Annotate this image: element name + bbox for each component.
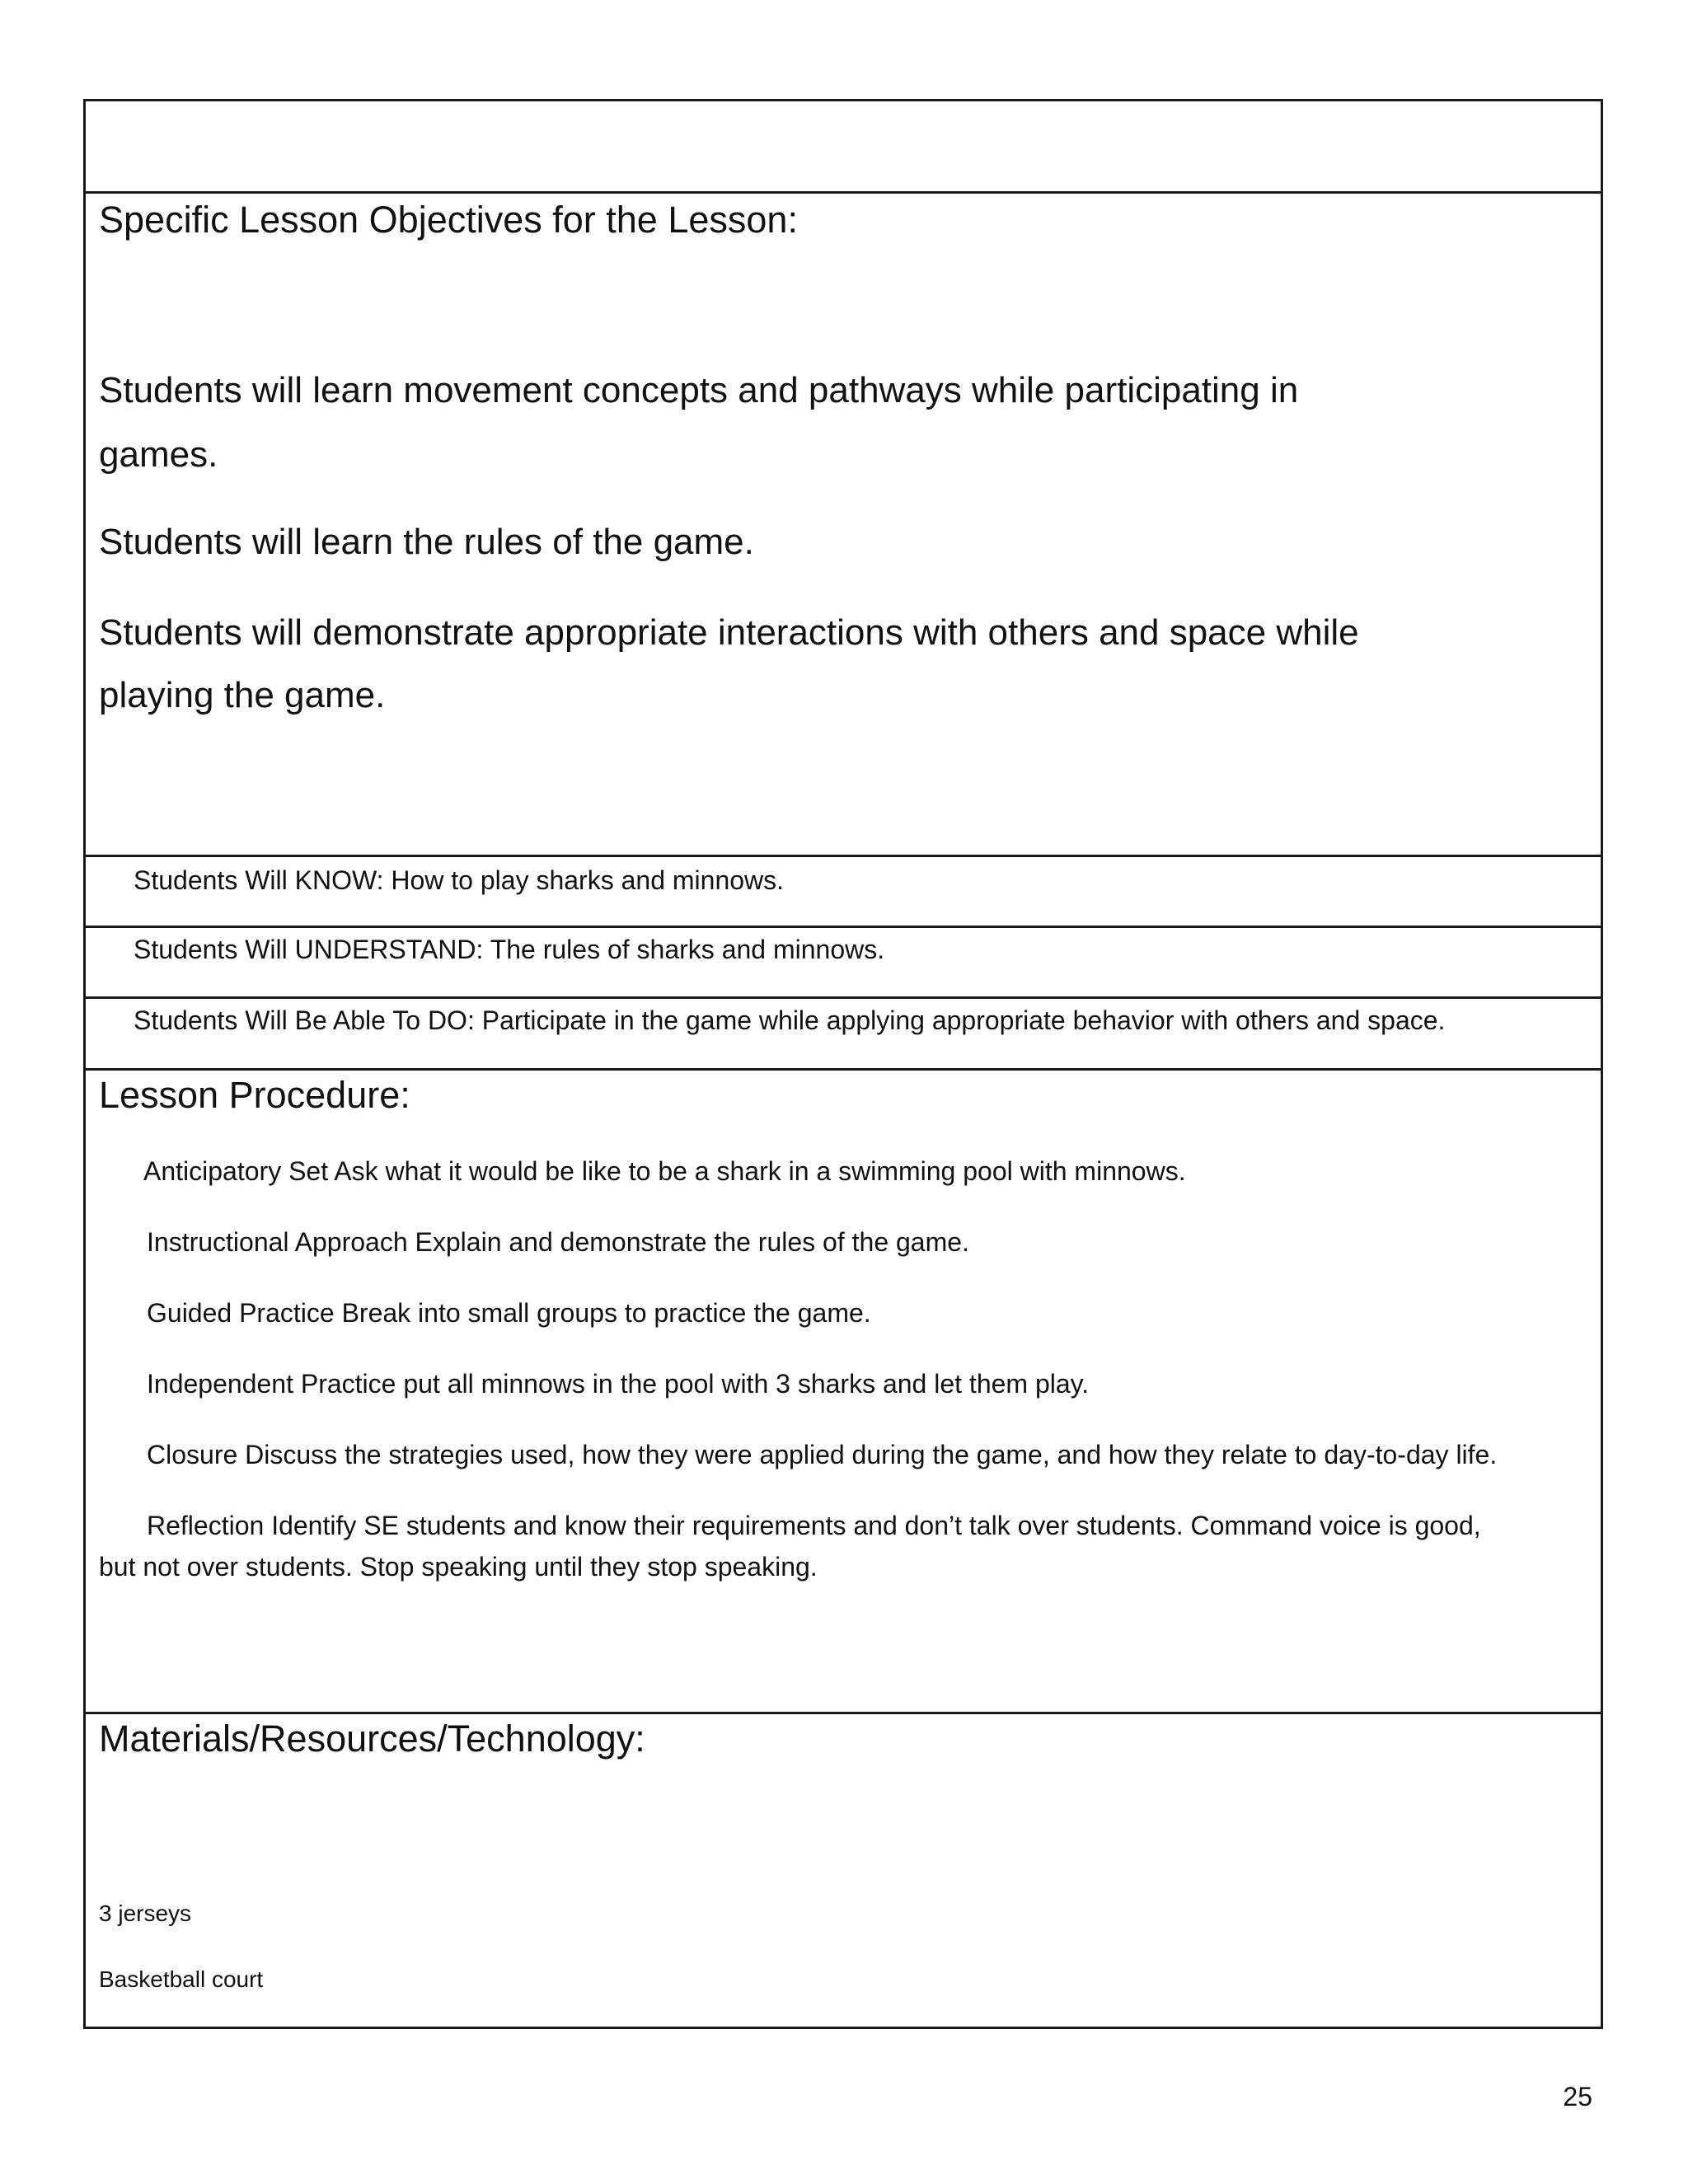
- objectives-heading: Specific Lesson Objectives for the Lesson:: [99, 199, 798, 241]
- objective-1-line-2: games.: [99, 434, 218, 475]
- closure: Closure Discuss the strategies used, how they were applied during the game, and how they relate to day-to-day life.: [147, 1440, 1498, 1469]
- know-row: [86, 857, 1601, 928]
- guided-practice: Guided Practice Break into small groups to practice the game.: [147, 1298, 871, 1328]
- do-row: [86, 999, 1601, 1071]
- page-number: 25: [1563, 2082, 1592, 2111]
- material-item-court: Basketball court: [99, 1966, 264, 1992]
- students-will-know: Students Will KNOW: How to play sharks and minnows.: [134, 865, 785, 895]
- lesson-plan-table: [83, 99, 1603, 2029]
- objective-3-line-1: Students will demonstrate appropriate interactions with others and space while: [99, 612, 1359, 653]
- students-will-understand: Students Will UNDERSTAND: The rules of sharks and minnows.: [134, 935, 885, 964]
- procedure-section: [86, 1071, 1601, 1714]
- materials-heading: Materials/Resources/Technology:: [99, 1718, 645, 1760]
- anticipatory-set: Anticipatory Set Ask what it would be like to be a shark in a swimming pool with minnows.: [143, 1156, 1186, 1186]
- procedure-heading: Lesson Procedure:: [99, 1074, 410, 1116]
- material-item-jerseys: 3 jerseys: [99, 1900, 192, 1926]
- materials-section: [86, 1714, 1601, 2029]
- objective-2: Students will learn the rules of the game.: [99, 522, 754, 562]
- instructional-approach: Instructional Approach Explain and demonstrate the rules of the game.: [147, 1227, 969, 1257]
- objectives-section: [86, 194, 1601, 857]
- students-will-do: Students Will Be Able To DO: Participate in the game while applying appropriate behavior with others and space.: [134, 1005, 1446, 1035]
- understand-row: [86, 928, 1601, 999]
- empty-header-row: [86, 101, 1601, 194]
- reflection-line-2: but not over students. Stop speaking until they stop speaking.: [99, 1552, 818, 1582]
- objective-1-line-1: Students will learn movement concepts and pathways while participating in: [99, 370, 1299, 410]
- objective-3-line-2: playing the game.: [99, 675, 386, 715]
- independent-practice: Independent Practice put all minnows in the pool with 3 sharks and let them play.: [147, 1369, 1090, 1399]
- reflection-line-1: Reflection Identify SE students and know their requirements and don’t talk over students. Command voice is good,: [147, 1511, 1481, 1540]
